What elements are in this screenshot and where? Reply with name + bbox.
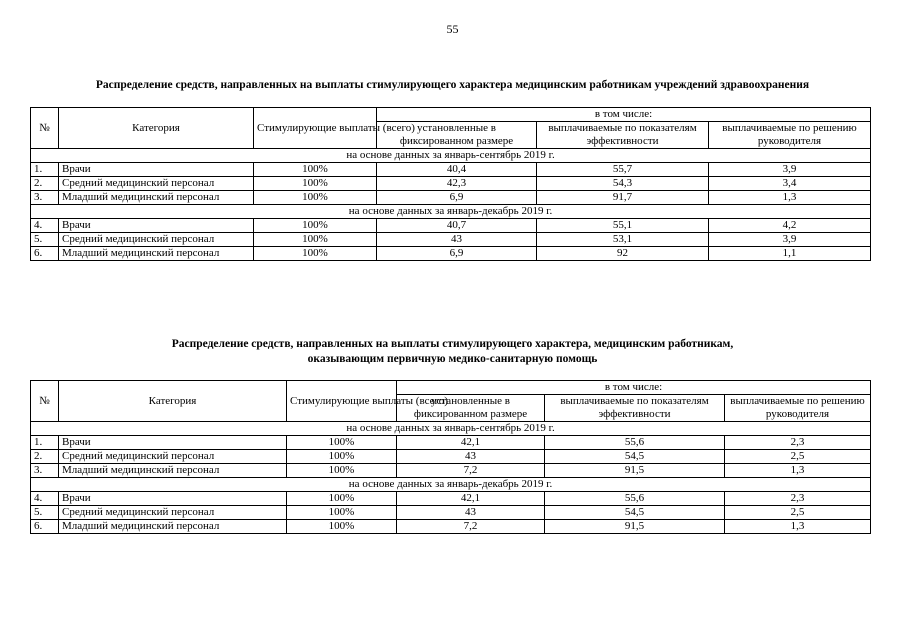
row-manager: 3,9 — [709, 163, 871, 177]
row-efficiency: 92 — [537, 247, 709, 261]
row-manager: 1,3 — [725, 520, 871, 534]
row-efficiency: 55,1 — [537, 219, 709, 233]
row-fixed: 40,7 — [377, 219, 537, 233]
row-efficiency: 91,5 — [545, 520, 725, 534]
column-header-category: Категория — [59, 108, 254, 149]
table-row — [31, 177, 871, 191]
table-row — [31, 191, 871, 205]
section-row — [31, 478, 871, 492]
row-manager: 2,3 — [725, 436, 871, 450]
row-number: 4. — [31, 492, 59, 506]
section-label: на основе данных за январь-декабрь 2019 г. — [31, 205, 871, 219]
row-total: 100% — [287, 450, 397, 464]
row-number: 5. — [31, 506, 59, 520]
table-1-body — [31, 149, 871, 261]
column-header-manager: выплачиваемые по решению руководителя — [725, 395, 871, 422]
row-category: Врачи — [59, 219, 254, 233]
row-total: 100% — [254, 191, 377, 205]
row-efficiency: 55,6 — [545, 436, 725, 450]
row-total: 100% — [254, 163, 377, 177]
row-fixed: 40,4 — [377, 163, 537, 177]
row-total: 100% — [287, 492, 397, 506]
row-manager: 1,3 — [725, 464, 871, 478]
row-efficiency: 54,5 — [545, 450, 725, 464]
row-number: 1. — [31, 436, 59, 450]
row-efficiency: 54,3 — [537, 177, 709, 191]
row-manager: 3,4 — [709, 177, 871, 191]
section-label: на основе данных за январь-сентябрь 2019 г. — [31, 149, 871, 163]
row-fixed: 7,2 — [397, 520, 545, 534]
row-total: 100% — [254, 177, 377, 191]
row-fixed: 42,1 — [397, 436, 545, 450]
row-efficiency: 54,5 — [545, 506, 725, 520]
row-total: 100% — [254, 219, 377, 233]
column-header-category: Категория — [59, 381, 287, 422]
row-fixed: 7,2 — [397, 464, 545, 478]
table-row — [31, 163, 871, 177]
row-category: Средний медицинский персонал — [59, 233, 254, 247]
table-row — [31, 219, 871, 233]
row-total: 100% — [254, 233, 377, 247]
row-total: 100% — [287, 520, 397, 534]
row-total: 100% — [287, 506, 397, 520]
row-fixed: 43 — [397, 450, 545, 464]
table-1 — [30, 107, 871, 261]
row-efficiency: 55,6 — [545, 492, 725, 506]
column-header-fixed: установленные в фиксированном размере — [377, 122, 537, 149]
table-2 — [30, 380, 871, 534]
row-category: Врачи — [59, 492, 287, 506]
row-category: Средний медицинский персонал — [59, 506, 287, 520]
row-manager: 1,3 — [709, 191, 871, 205]
row-efficiency: 91,5 — [545, 464, 725, 478]
row-number: 5. — [31, 233, 59, 247]
row-fixed: 43 — [397, 506, 545, 520]
row-fixed: 6,9 — [377, 247, 537, 261]
column-header-including: в том числе: — [377, 108, 871, 122]
row-number: 1. — [31, 163, 59, 177]
row-efficiency: 53,1 — [537, 233, 709, 247]
row-category: Младший медицинский персонал — [59, 191, 254, 205]
row-number: 6. — [31, 247, 59, 261]
row-fixed: 42,1 — [397, 492, 545, 506]
table-1-title: Распределение средств, направленных на выплаты стимулирующего характера медицинским работникам учреждений здравоохранения — [95, 79, 810, 91]
row-total: 100% — [287, 464, 397, 478]
row-number: 3. — [31, 191, 59, 205]
row-fixed: 42,3 — [377, 177, 537, 191]
section-label: на основе данных за январь-сентябрь 2019 г. — [31, 422, 871, 436]
section-row — [31, 422, 871, 436]
column-header-fixed: установленные в фиксированном размере — [397, 395, 545, 422]
table-row — [31, 450, 871, 464]
column-header-efficiency: выплачиваемые по показателям эффективности — [537, 122, 709, 149]
column-header-total: Стимулирующие выплаты (всего) — [287, 381, 397, 422]
table-row — [31, 520, 871, 534]
table-2-body — [31, 422, 871, 534]
row-number: 3. — [31, 464, 59, 478]
row-efficiency: 55,7 — [537, 163, 709, 177]
column-header-including: в том числе: — [397, 381, 871, 395]
row-fixed: 6,9 — [377, 191, 537, 205]
table-row — [31, 233, 871, 247]
row-number: 2. — [31, 177, 59, 191]
row-manager: 2,5 — [725, 506, 871, 520]
row-manager: 2,3 — [725, 492, 871, 506]
table-2-title: Распределение средств, направленных на выплаты стимулирующего характера, медицинским работникам, оказывающим первичную медико-санитарную помощь — [171, 338, 734, 365]
table-row — [31, 492, 871, 506]
row-number: 4. — [31, 219, 59, 233]
section-row — [31, 149, 871, 163]
table-row — [31, 247, 871, 261]
row-category: Средний медицинский персонал — [59, 450, 287, 464]
row-number: 6. — [31, 520, 59, 534]
column-header-manager: выплачиваемые по решению руководителя — [709, 122, 871, 149]
row-category: Младший медицинский персонал — [59, 520, 287, 534]
row-total: 100% — [254, 247, 377, 261]
section-row — [31, 205, 871, 219]
table-row — [31, 506, 871, 520]
row-category: Младший медицинский персонал — [59, 247, 254, 261]
row-category: Младший медицинский персонал — [59, 464, 287, 478]
row-category: Врачи — [59, 163, 254, 177]
section-label: на основе данных за январь-декабрь 2019 г. — [31, 478, 871, 492]
page-number: 55 — [446, 22, 459, 36]
row-category: Врачи — [59, 436, 287, 450]
row-fixed: 43 — [377, 233, 537, 247]
row-manager: 1,1 — [709, 247, 871, 261]
column-header-total: Стимулирующие выплаты (всего) — [254, 108, 377, 149]
column-header-efficiency: выплачиваемые по показателям эффективности — [545, 395, 725, 422]
row-number: 2. — [31, 450, 59, 464]
row-manager: 3,9 — [709, 233, 871, 247]
column-header-num: № — [31, 381, 59, 422]
row-manager: 2,5 — [725, 450, 871, 464]
row-total: 100% — [287, 436, 397, 450]
table-row — [31, 464, 871, 478]
table-row — [31, 436, 871, 450]
row-category: Средний медицинский персонал — [59, 177, 254, 191]
row-efficiency: 91,7 — [537, 191, 709, 205]
row-manager: 4,2 — [709, 219, 871, 233]
column-header-num: № — [31, 108, 59, 149]
